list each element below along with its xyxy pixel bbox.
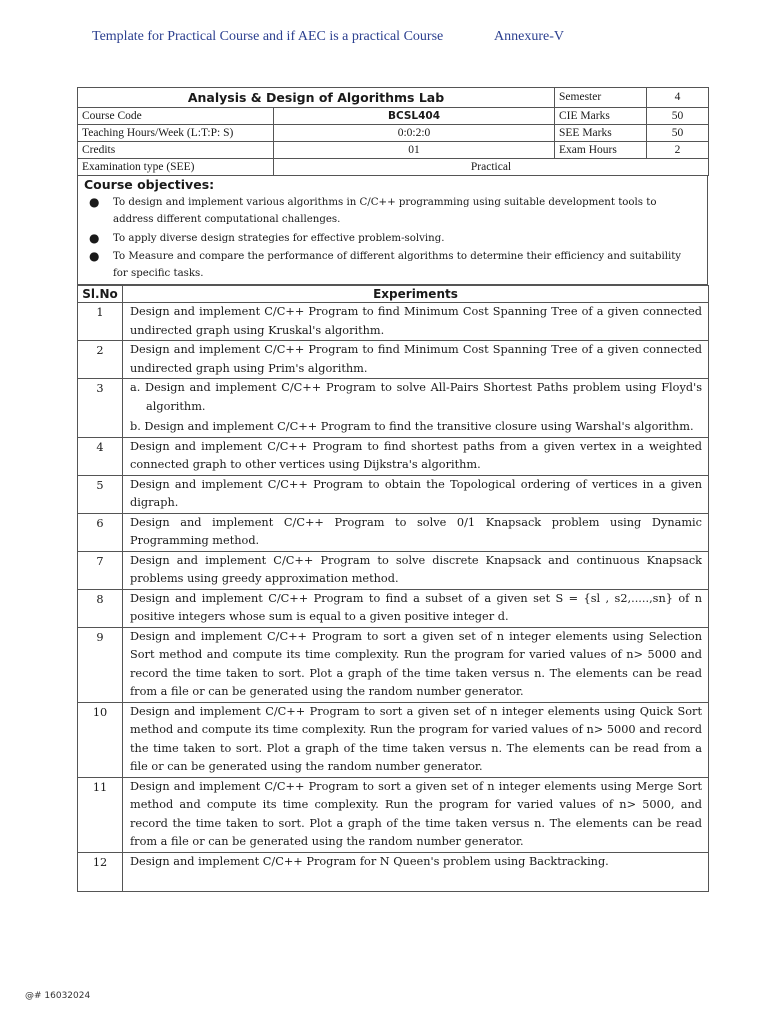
experiment-text: Design and implement C/C++ Program for N Queen's problem using Backtracking. xyxy=(123,852,709,891)
footer-stamp: @# 16032024 xyxy=(25,991,91,1001)
row-right-value: 2 xyxy=(647,142,709,159)
experiment-text xyxy=(123,379,709,438)
row-right-label: CIE Marks xyxy=(555,108,647,125)
course-objectives xyxy=(77,175,708,285)
experiment-row xyxy=(78,627,709,702)
experiment-text: Design and implement C/C++ Program to find a subset of a given set S = {sl , s2,.....,sn} of n positive integers whose sum is equal to a given positive integer d. xyxy=(123,589,709,627)
row-right-label: Exam Hours xyxy=(555,142,647,159)
semester-label: Semester xyxy=(555,88,647,108)
experiment-row xyxy=(78,551,709,589)
experiment-row xyxy=(78,303,709,341)
page-header xyxy=(92,29,712,45)
experiment-number: 1 xyxy=(78,303,123,341)
experiment-text: Design and implement C/C++ Program to find Minimum Cost Spanning Tree of a given connected undirected graph using Kruskal's algorithm. xyxy=(123,303,709,341)
experiment-row xyxy=(78,513,709,551)
exam-type-value: Practical xyxy=(274,159,709,176)
experiment-number: 10 xyxy=(78,702,123,777)
row-right-value: 50 xyxy=(647,125,709,142)
row-value: 0:0:2:0 xyxy=(274,125,555,142)
experiment-text: Design and implement C/C++ Program to obtain the Topological ordering of vertices in a given digraph. xyxy=(123,475,709,513)
experiment-row xyxy=(78,437,709,475)
experiment-text: Design and implement C/C++ Program to sort a given set of n integer elements using Merge Sort method and compute its time complexity. Run the program for varied values of n> 5000, and record the time taken to sort. Plot a graph of the time taken versus n. The elements can be read from a file or can be generated using the random number generator. xyxy=(123,777,709,852)
row-label: Credits xyxy=(78,142,274,159)
experiment-part-a: a. Design and implement C/C++ Program to solve All-Pairs Shortest Paths problem using Floyd's algorithm. xyxy=(130,381,702,413)
course-info-table xyxy=(77,87,709,176)
experiment-row xyxy=(78,777,709,852)
semester-value: 4 xyxy=(647,88,709,108)
experiment-row xyxy=(78,589,709,627)
experiments-table xyxy=(77,285,709,892)
experiment-number: 9 xyxy=(78,627,123,702)
course-row xyxy=(78,125,709,142)
row-value: 01 xyxy=(274,142,555,159)
row-value: BCSL404 xyxy=(274,108,555,125)
course-row xyxy=(78,108,709,125)
experiment-row xyxy=(78,379,709,438)
experiment-number: 7 xyxy=(78,551,123,589)
experiment-row xyxy=(78,341,709,379)
row-right-label: SEE Marks xyxy=(555,125,647,142)
col-slno-header: Sl.No xyxy=(78,286,123,303)
exam-type-label: Examination type (SEE) xyxy=(78,159,274,176)
experiment-number: 3 xyxy=(78,379,123,438)
experiment-number: 8 xyxy=(78,589,123,627)
experiment-number: 11 xyxy=(78,777,123,852)
experiment-row xyxy=(78,702,709,777)
experiment-text: Design and implement C/C++ Program to solve 0/1 Knapsack problem using Dynamic Programming method. xyxy=(123,513,709,551)
objective-item: ● To Measure and compare the performance of different algorithms to determine their efficiency and suitability for specific tasks. xyxy=(89,249,682,279)
objective-item: ● To design and implement various algorithms in C/C++ programming using suitable development tools to address different computational challenges. xyxy=(89,195,657,225)
objectives-title: Course objectives: xyxy=(84,177,215,192)
experiment-text: Design and implement C/C++ Program to find shortest paths from a given vertex in a weighted connected graph to other vertices using Dijkstra's algorithm. xyxy=(123,437,709,475)
course-title: Analysis & Design of Algorithms Lab xyxy=(78,88,555,108)
bullet-icon: ● xyxy=(89,249,100,263)
experiment-part-b: b. Design and implement C/C++ Program to find the transitive closure using Warshal's algorithm. xyxy=(130,420,694,433)
experiment-number: 2 xyxy=(78,341,123,379)
row-label: Course Code xyxy=(78,108,274,125)
experiment-number: 4 xyxy=(78,437,123,475)
experiment-text: Design and implement C/C++ Program to find Minimum Cost Spanning Tree of a given connected undirected graph using Prim's algorithm. xyxy=(123,341,709,379)
experiment-row xyxy=(78,852,709,891)
experiment-number: 12 xyxy=(78,852,123,891)
row-label: Teaching Hours/Week (L:T:P: S) xyxy=(78,125,274,142)
experiment-text: Design and implement C/C++ Program to sort a given set of n integer elements using Selection Sort method and compute its time complexity. Run the program for varied values of n> 5000 and record the time taken to sort. Plot a graph of the time taken versus n. The elements can be read from a file or can be generated using the random number generator. xyxy=(123,627,709,702)
experiment-row xyxy=(78,475,709,513)
bullet-icon: ● xyxy=(89,195,100,209)
col-experiments-header: Experiments xyxy=(123,286,709,303)
bullet-icon: ● xyxy=(89,231,100,245)
row-right-value: 50 xyxy=(647,108,709,125)
experiment-number: 5 xyxy=(78,475,123,513)
experiment-number: 6 xyxy=(78,513,123,551)
course-row xyxy=(78,142,709,159)
experiment-text: Design and implement C/C++ Program to sort a given set of n integer elements using Quick Sort method and compute its time complexity. Run the program for varied values of n> 5000 and record the time taken to sort. Plot a graph of the time taken versus n. The elements can be read from a file or can be generated using the random number generator. xyxy=(123,702,709,777)
annexure-label: Annexure-V xyxy=(494,29,564,44)
objective-item: ● To apply diverse design strategies for effective problem-solving. xyxy=(89,231,445,245)
template-title: Template for Practical Course and if AEC is a practical Course xyxy=(92,29,444,44)
experiment-text: Design and implement C/C++ Program to solve discrete Knapsack and continuous Knapsack problems using greedy approximation method. xyxy=(123,551,709,589)
